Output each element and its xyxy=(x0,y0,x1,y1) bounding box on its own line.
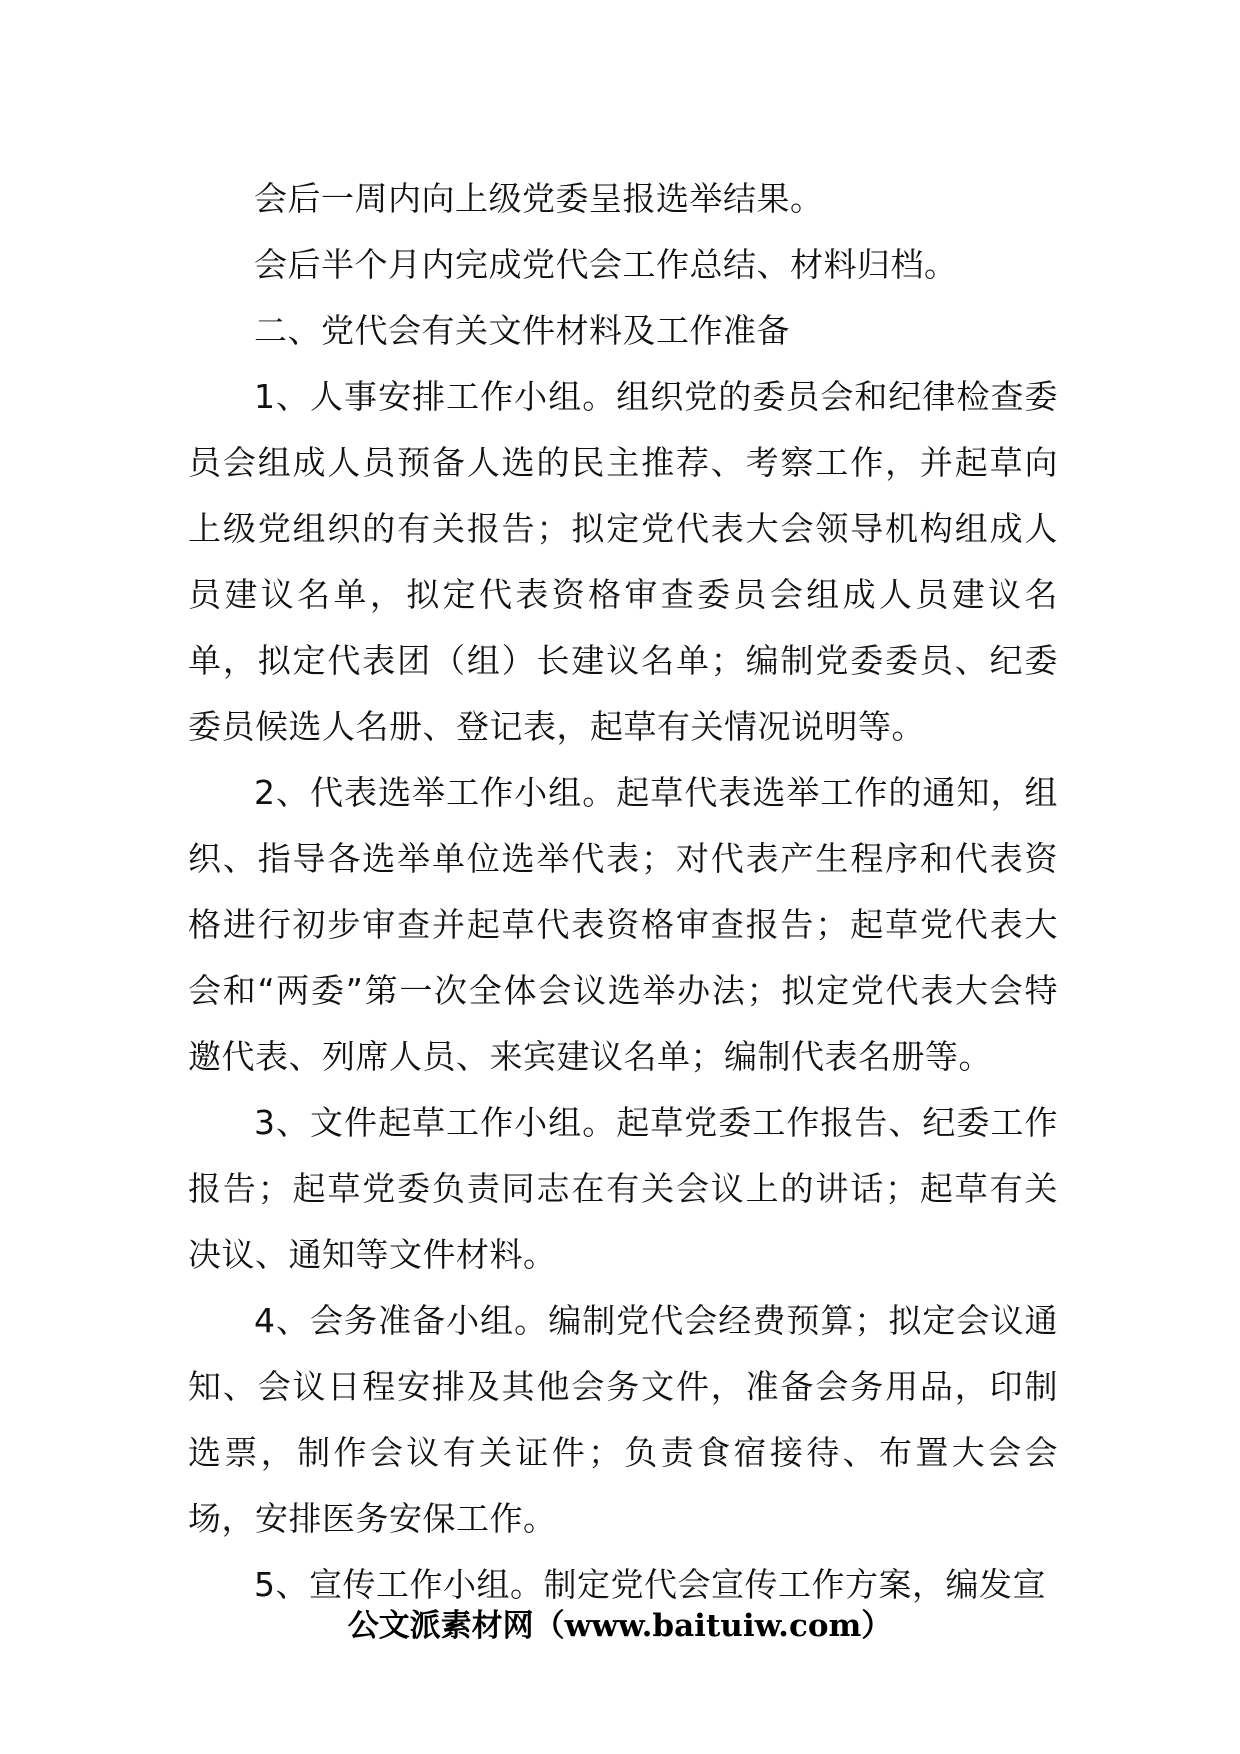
document-body xyxy=(188,166,1058,1618)
section-heading: 二、党代会有关文件材料及工作准备 xyxy=(254,311,790,350)
paragraph: 2、代表选举工作小组。起草代表选举工作的通知，组织、指导各选举单位选举代表；对代表产生程序和代表资格进行初步审查并起草代表资格审查报告；起草党代表大会和“两委”第一次全体会议选举办法；拟定党代表大会特邀代表、列席人员、来宾建议名单；编制代表名册等。 xyxy=(188,773,1058,1076)
paragraph: 4、会务准备小组。编制党代会经费预算；拟定会议通知、会议日程安排及其他会务文件，准备会务用品，印制选票，制作会议有关证件；负责食宿接待、布置大会会场，安排医务安保工作。 xyxy=(188,1301,1058,1538)
paragraph: 会后一周内向上级党委呈报选举结果。 xyxy=(254,179,824,218)
paragraph: 5、宣传工作小组。制定党代会宣传工作方案，编发宣 xyxy=(254,1565,1046,1604)
paragraph: 会后半个月内完成党代会工作总结、材料归档。 xyxy=(254,245,958,284)
paragraph: 3、文件起草工作小组。起草党委工作报告、纪委工作报告；起草党委负责同志在有关会议上的讲话；起草有关决议、通知等文件材料。 xyxy=(188,1103,1058,1274)
page-footer: 公文派素材网（www.baituiw.com） xyxy=(347,1608,893,1644)
paragraph: 1、人事安排工作小组。组织党的委员会和纪律检查委员会组成人员预备人选的民主推荐、考察工作，并起草向上级党组织的有关报告；拟定党代表大会领导机构组成人员建议名单，拟定代表资格审查委员会组成人员建议名单，拟定代表团（组）长建议名单；编制党委委员、纪委委员候选人名册、登记表，起草有关情况说明等。 xyxy=(188,377,1058,746)
